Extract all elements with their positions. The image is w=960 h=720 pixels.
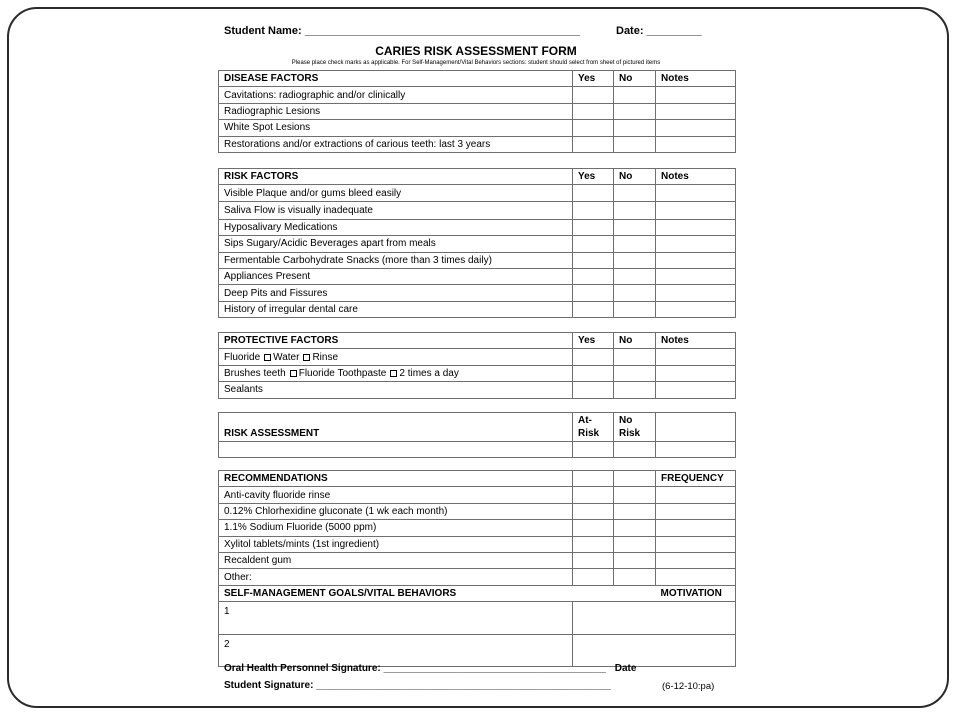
table-row (219, 349, 736, 365)
table-row (219, 365, 736, 381)
protective-factors-heading: PROTECTIVE FACTORS (219, 333, 573, 349)
row-label: Cavitations: radiographic and/or clinically (219, 87, 573, 103)
date-label: Date: (616, 25, 644, 37)
goal-row (219, 602, 736, 635)
table-row (219, 201, 736, 219)
student-name-label: Student Name: (224, 25, 302, 37)
date-field[interactable] (616, 25, 702, 37)
table-row (219, 520, 736, 536)
row-label: Radiographic Lesions (219, 103, 573, 119)
no-cell[interactable] (614, 285, 656, 301)
no-header: No (614, 333, 656, 349)
notes-cell[interactable] (656, 382, 736, 398)
yes-cell[interactable] (573, 285, 614, 301)
table-row (219, 382, 736, 398)
row-label: Appliances Present (219, 268, 573, 284)
no-cell[interactable] (614, 349, 656, 365)
goal-1-cell[interactable]: 1 (219, 602, 573, 635)
table-header-row (219, 333, 736, 349)
yes-cell[interactable] (573, 365, 614, 381)
notes-cell (656, 413, 736, 442)
no-cell[interactable] (614, 219, 656, 235)
yes-cell[interactable] (573, 185, 614, 201)
checkbox-icon[interactable] (303, 354, 310, 361)
recommendations-table (218, 470, 736, 667)
no-header: No (614, 169, 656, 185)
notes-cell[interactable] (656, 252, 736, 268)
notes-header: Notes (656, 333, 736, 349)
risk-factors-heading: RISK FACTORS (219, 169, 573, 185)
row-label: Other: (219, 569, 573, 585)
notes-cell[interactable] (656, 236, 736, 252)
table-row (219, 552, 736, 568)
table-row (219, 503, 736, 519)
row-label: Xylitol tablets/mints (1st ingredient) (219, 536, 573, 552)
personnel-signature-line: ________________________________________ (383, 663, 606, 674)
motivation-header: MOTIVATION (656, 585, 736, 601)
notes-cell[interactable] (656, 120, 736, 136)
check-cell[interactable] (614, 503, 656, 519)
row-label: History of irregular dental care (219, 301, 573, 317)
student-signature-label: Student Signature: (224, 680, 314, 691)
student-signature-field[interactable] (224, 680, 611, 691)
notes-cell[interactable] (656, 349, 736, 365)
notes-cell[interactable] (656, 268, 736, 284)
student-signature-line: _____________________________________________________ (316, 680, 611, 691)
check-cell[interactable] (614, 569, 656, 585)
yes-cell[interactable] (573, 382, 614, 398)
protective-factors-table (218, 332, 736, 399)
no-cell[interactable] (614, 103, 656, 119)
risk-assessment-heading: RISK ASSESSMENT (219, 413, 573, 442)
student-name-line: _____________________________________________ (304, 25, 580, 37)
empty-header-cell (573, 471, 614, 487)
check-cell[interactable] (573, 569, 614, 585)
table-row (219, 87, 736, 103)
no-cell[interactable] (614, 185, 656, 201)
form-instructions: Please place check marks as applicable. For Self-Management/Vital Behaviors sections: student should select from sheet of pictured items (291, 60, 661, 66)
no-risk-line2: Risk (619, 428, 641, 439)
check-cell[interactable] (573, 536, 614, 552)
row-label: Saliva Flow is visually inadequate (219, 201, 573, 219)
no-risk-cell[interactable] (614, 442, 656, 458)
no-cell[interactable] (614, 120, 656, 136)
check-cell[interactable] (573, 503, 614, 519)
no-cell[interactable] (614, 301, 656, 317)
row-label: 0.12% Chlorhexidine gluconate (1 wk each month) (219, 503, 573, 519)
no-header: No (614, 71, 656, 87)
yes-cell[interactable] (573, 201, 614, 219)
yes-header: Yes (573, 169, 614, 185)
frequency-cell[interactable] (656, 552, 736, 568)
no-cell[interactable] (614, 201, 656, 219)
table-row (219, 536, 736, 552)
checkbox-icon[interactable] (264, 354, 271, 361)
row-label: White Spot Lesions (219, 120, 573, 136)
check-cell[interactable] (614, 487, 656, 503)
risk-factors-table (218, 168, 736, 318)
table-row (219, 120, 736, 136)
notes-header: Notes (656, 169, 736, 185)
frequency-header: FREQUENCY (656, 471, 736, 487)
notes-cell[interactable] (656, 103, 736, 119)
no-risk-header (614, 413, 656, 442)
no-cell[interactable] (614, 252, 656, 268)
no-cell[interactable] (614, 87, 656, 103)
goals-header-row (219, 585, 736, 601)
form-title: CARIES RISK ASSESSMENT FORM (375, 44, 577, 58)
brushes-teeth-text: Brushes teeth (224, 367, 286, 379)
table-row (219, 252, 736, 268)
yes-cell[interactable] (573, 87, 614, 103)
no-cell[interactable] (614, 136, 656, 152)
yes-cell[interactable] (573, 349, 614, 365)
check-cell[interactable] (614, 552, 656, 568)
yes-cell[interactable] (573, 120, 614, 136)
at-risk-line2: Risk (578, 428, 600, 439)
check-cell[interactable] (614, 520, 656, 536)
frequency-cell[interactable] (656, 520, 736, 536)
assessment-cell[interactable] (219, 442, 573, 458)
fluoride-row-label (219, 349, 573, 365)
personnel-signature-field[interactable] (224, 663, 636, 674)
table-row (219, 301, 736, 317)
at-risk-line1: At- (578, 415, 592, 426)
row-label: Hyposalivary Medications (219, 219, 573, 235)
notes-cell[interactable] (656, 285, 736, 301)
table-header-row (219, 71, 736, 87)
at-risk-header (573, 413, 614, 442)
yes-header: Yes (573, 333, 614, 349)
notes-cell[interactable] (656, 87, 736, 103)
personnel-signature-label: Oral Health Personnel Signature: (224, 663, 381, 674)
checkbox-icon[interactable] (290, 370, 297, 377)
row-label: Fermentable Carbohydrate Snacks (more than 3 times daily) (219, 252, 573, 268)
table-row (219, 268, 736, 284)
no-cell[interactable] (614, 382, 656, 398)
yes-cell[interactable] (573, 268, 614, 284)
notes-cell[interactable] (656, 442, 736, 458)
table-header-row (219, 413, 736, 442)
check-cell[interactable] (573, 487, 614, 503)
recommendations-heading: RECOMMENDATIONS (219, 471, 573, 487)
signature-date-label: Date (614, 663, 637, 674)
fluoride-text: Fluoride (224, 351, 261, 363)
water-text: Water (273, 351, 300, 363)
table-row (219, 185, 736, 201)
row-label: Recaldent gum (219, 552, 573, 568)
date-line: _________ (646, 25, 702, 37)
table-header-row (219, 471, 736, 487)
no-risk-line1: No (619, 415, 633, 426)
table-row (219, 569, 736, 585)
row-label: Anti-cavity fluoride rinse (219, 487, 573, 503)
frequency-cell[interactable] (656, 569, 736, 585)
row-label: 1.1% Sodium Fluoride (5000 ppm) (219, 520, 573, 536)
at-risk-cell[interactable] (573, 442, 614, 458)
table-row (219, 236, 736, 252)
frequency-cell[interactable] (656, 536, 736, 552)
table-row (219, 219, 736, 235)
no-cell[interactable] (614, 365, 656, 381)
yes-cell[interactable] (573, 236, 614, 252)
yes-cell[interactable] (573, 301, 614, 317)
checkbox-icon[interactable] (390, 370, 397, 377)
notes-header: Notes (656, 71, 736, 87)
disease-factors-table (218, 70, 736, 153)
row-label: Deep Pits and Fissures (219, 285, 573, 301)
check-cell[interactable] (573, 520, 614, 536)
row-label: Restorations and/or extractions of carious teeth: last 3 years (219, 136, 573, 152)
yes-cell[interactable] (573, 252, 614, 268)
no-cell[interactable] (614, 236, 656, 252)
motivation-cell[interactable] (573, 635, 736, 667)
twice-daily-text: 2 times a day (399, 367, 459, 379)
goal-2-cell[interactable]: 2 (219, 635, 573, 667)
brushing-row-label (219, 365, 573, 381)
fluoride-toothpaste-text: Fluoride Toothpaste (298, 367, 387, 379)
yes-header: Yes (573, 71, 614, 87)
row-label: Sealants (219, 382, 573, 398)
yes-cell[interactable] (573, 136, 614, 152)
table-row (219, 442, 736, 458)
motivation-cell[interactable] (573, 602, 736, 635)
yes-cell[interactable] (573, 219, 614, 235)
table-row (219, 103, 736, 119)
check-cell[interactable] (614, 536, 656, 552)
notes-cell[interactable] (656, 301, 736, 317)
notes-cell[interactable] (656, 185, 736, 201)
risk-assessment-table (218, 412, 736, 458)
row-label: Sips Sugary/Acidic Beverages apart from meals (219, 236, 573, 252)
notes-cell[interactable] (656, 201, 736, 219)
table-header-row (219, 169, 736, 185)
empty-header-cell (614, 471, 656, 487)
table-row (219, 136, 736, 152)
notes-cell[interactable] (656, 136, 736, 152)
self-management-heading: SELF-MANAGEMENT GOALS/VITAL BEHAVIORS (219, 585, 656, 601)
notes-cell[interactable] (656, 219, 736, 235)
table-row (219, 487, 736, 503)
form-version-code: (6-12-10:pa) (662, 681, 715, 692)
notes-cell[interactable] (656, 365, 736, 381)
check-cell[interactable] (573, 552, 614, 568)
rinse-text: Rinse (312, 351, 339, 363)
table-row (219, 285, 736, 301)
frequency-cell[interactable] (656, 503, 736, 519)
row-label: Visible Plaque and/or gums bleed easily (219, 185, 573, 201)
disease-factors-heading: DISEASE FACTORS (219, 71, 573, 87)
student-name-field[interactable] (224, 25, 580, 37)
frequency-cell[interactable] (656, 487, 736, 503)
goal-row (219, 635, 736, 667)
no-cell[interactable] (614, 268, 656, 284)
yes-cell[interactable] (573, 103, 614, 119)
